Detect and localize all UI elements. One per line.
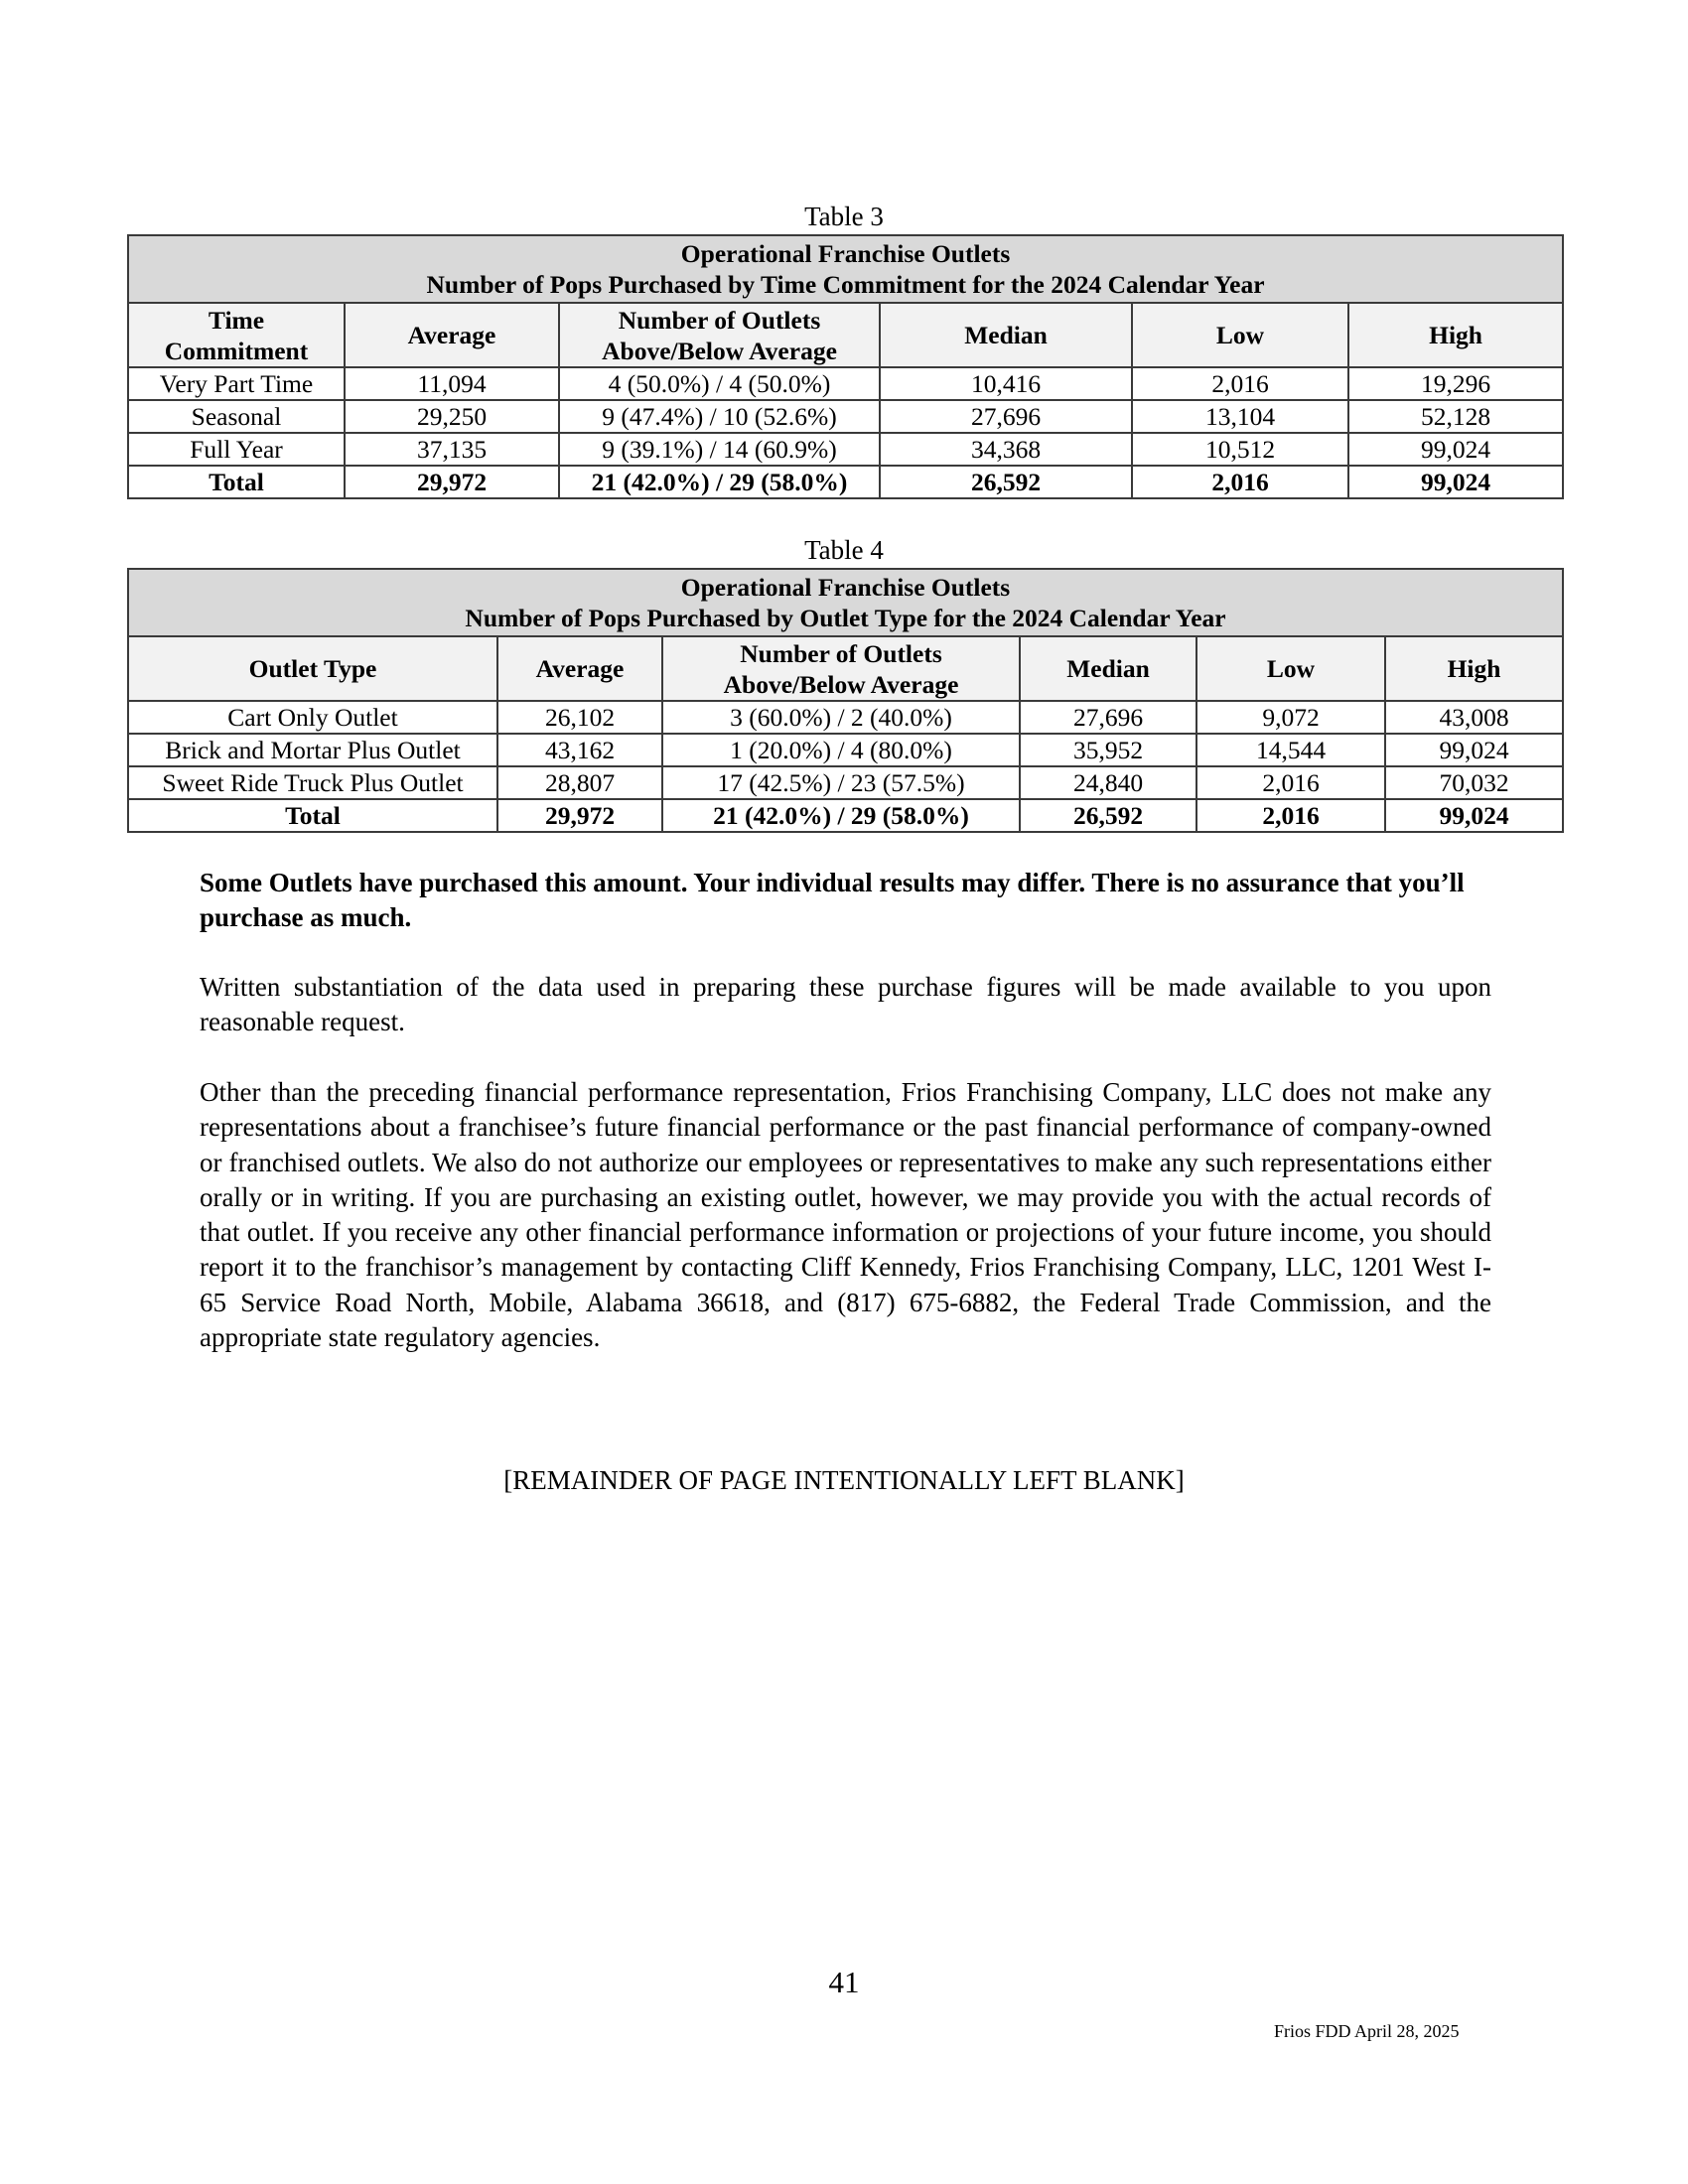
table4-title-line2: Number of Pops Purchased by Outlet Type for the 2024 Calendar Year — [465, 604, 1226, 632]
table4-header-outlet-type: Outlet Type — [128, 636, 497, 701]
table-cell: 2,016 — [1132, 466, 1348, 498]
table3-header-high: High — [1348, 303, 1563, 367]
table-cell: 2,016 — [1196, 766, 1385, 799]
table4-header-average: Average — [497, 636, 662, 701]
table3-time-commitment — [127, 234, 1564, 499]
table3-header-low: Low — [1132, 303, 1348, 367]
table-cell: 43,008 — [1385, 701, 1563, 734]
table3-row-total — [128, 466, 1563, 498]
table-cell: Seasonal — [128, 400, 345, 433]
table-cell: 21 (42.0%) / 29 (58.0%) — [559, 466, 880, 498]
page-number: 41 — [828, 1965, 860, 1999]
table-cell: Brick and Mortar Plus Outlet — [128, 734, 497, 766]
other-representations-paragraph: Other than the preceding financial performance representation, Frios Franchising Company, LLC does not make any representations about a franchisee’s future financial performance or the past financial performance of company-owned or franchised outlets. We also do not authorize our employees or representatives to make any such representations either orally or in writing. If you are purchasing an existing outlet, however, we may provide you with the actual records of that outlet. If you receive any other financial performance information or projections of your future income, you should report it to the franchisor’s management by contacting Cliff Kennedy, Frios Franchising Company, LLC, 1201 West I-65 Service Road North, Mobile, Alabama 36618, and (817) 675-6882, the Federal Trade Commission, and the appropriate state regulatory agencies. — [200, 1077, 1491, 1353]
table4-header-median: Median — [1020, 636, 1196, 701]
table-cell: 17 (42.5%) / 23 (57.5%) — [662, 766, 1020, 799]
table-cell: Full Year — [128, 433, 345, 466]
table-cell: 2,016 — [1196, 799, 1385, 832]
table4-row-cart-only — [128, 701, 1563, 734]
table-cell: 26,102 — [497, 701, 662, 734]
table-cell: 10,512 — [1132, 433, 1348, 466]
table-cell: 9,072 — [1196, 701, 1385, 734]
table-cell: 28,807 — [497, 766, 662, 799]
table-cell: 26,592 — [1020, 799, 1196, 832]
table-cell: 99,024 — [1348, 466, 1563, 498]
table4-row-brick-and-mortar — [128, 734, 1563, 766]
table3-row-full-year — [128, 433, 1563, 466]
document-footer: Frios FDD April 28, 2025 — [1274, 2021, 1460, 2041]
table4-header-high: High — [1385, 636, 1563, 701]
table-cell: 70,032 — [1385, 766, 1563, 799]
table3-header-above-below: Number of Outlets Above/Below Average — [559, 303, 880, 367]
table3-header-average: Average — [345, 303, 559, 367]
table4-outlet-type — [127, 568, 1564, 833]
table4-row-total — [128, 799, 1563, 832]
remainder-blank-note: [REMAINDER OF PAGE INTENTIONALLY LEFT BLANK] — [503, 1465, 1185, 1495]
table-cell: 9 (39.1%) / 14 (60.9%) — [559, 433, 880, 466]
table3-title-line2: Number of Pops Purchased by Time Commitment for the 2024 Calendar Year — [426, 270, 1265, 299]
table-cell: 27,696 — [1020, 701, 1196, 734]
table-cell: 99,024 — [1385, 734, 1563, 766]
table4-row-sweet-ride-truck — [128, 766, 1563, 799]
table-cell: 14,544 — [1196, 734, 1385, 766]
table4-header-low: Low — [1196, 636, 1385, 701]
table-cell: Total — [128, 799, 497, 832]
table-cell: 52,128 — [1348, 400, 1563, 433]
table-cell: 29,250 — [345, 400, 559, 433]
table-cell: 4 (50.0%) / 4 (50.0%) — [559, 367, 880, 400]
table-cell: 24,840 — [1020, 766, 1196, 799]
table3-row-seasonal — [128, 400, 1563, 433]
table-cell: 19,296 — [1348, 367, 1563, 400]
table-cell: 10,416 — [880, 367, 1132, 400]
table-cell: 3 (60.0%) / 2 (40.0%) — [662, 701, 1020, 734]
table-cell: Sweet Ride Truck Plus Outlet — [128, 766, 497, 799]
table4-caption: Table 4 — [804, 535, 884, 565]
table-cell: Very Part Time — [128, 367, 345, 400]
table-cell: Cart Only Outlet — [128, 701, 497, 734]
table-cell: 37,135 — [345, 433, 559, 466]
substantiation-paragraph: Written substantiation of the data used in preparing these purchase figures will be made available to you upon reasonable request. — [200, 972, 1491, 1037]
table-cell: Total — [128, 466, 345, 498]
table-cell: 99,024 — [1348, 433, 1563, 466]
table4-header-above-below: Number of Outlets Above/Below Average — [662, 636, 1020, 701]
table-cell: 34,368 — [880, 433, 1132, 466]
table4-title-band — [128, 569, 1563, 636]
table-cell: 29,972 — [345, 466, 559, 498]
table3-header-median: Median — [880, 303, 1132, 367]
table-cell: 99,024 — [1385, 799, 1563, 832]
table-cell: 13,104 — [1132, 400, 1348, 433]
table3-caption: Table 3 — [804, 202, 884, 231]
disclaimer-paragraph: Some Outlets have purchased this amount. Your individual results may differ. There is no assurance that you’ll purchase as much. — [200, 868, 1465, 933]
table-cell: 26,592 — [880, 466, 1132, 498]
table3-header-time-commitment: Time Commitment — [128, 303, 345, 367]
table-cell: 11,094 — [345, 367, 559, 400]
table-cell: 9 (47.4%) / 10 (52.6%) — [559, 400, 880, 433]
table-cell: 35,952 — [1020, 734, 1196, 766]
table-cell: 29,972 — [497, 799, 662, 832]
table-cell: 21 (42.0%) / 29 (58.0%) — [662, 799, 1020, 832]
table-cell: 2,016 — [1132, 367, 1348, 400]
table3-title-line1: Operational Franchise Outlets — [680, 239, 1011, 268]
table4-title-line1: Operational Franchise Outlets — [680, 573, 1011, 602]
table-cell: 27,696 — [880, 400, 1132, 433]
table3-row-very-part-time — [128, 367, 1563, 400]
table-cell: 1 (20.0%) / 4 (80.0%) — [662, 734, 1020, 766]
table3-title-band — [128, 235, 1563, 303]
table-cell: 43,162 — [497, 734, 662, 766]
